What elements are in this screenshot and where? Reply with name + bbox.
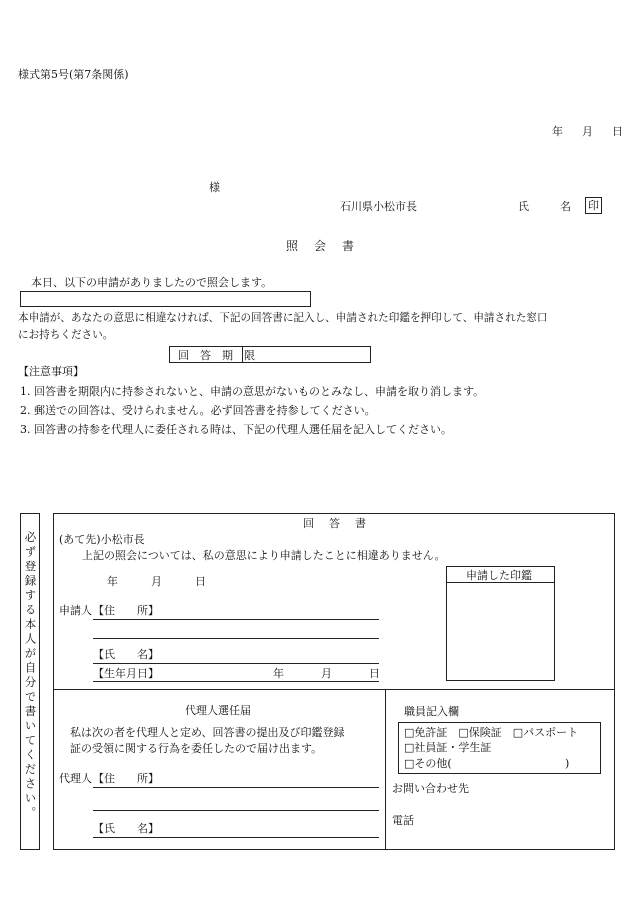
side-note-box [20,513,40,850]
staff-title: 職員記入欄 [404,705,459,718]
proxy-text-2: 証の受領に関する行為を委任したので届け出ます。 [70,742,323,755]
issuer: 石川県小松市長 [340,200,417,213]
seal-mark [585,197,602,214]
proxy-title: 代理人選任届 [185,704,251,717]
staff-phone: 電話 [392,814,414,827]
agent-name-label: 【氏 名】 [93,822,159,835]
seal-box-divider [447,582,554,583]
agent-address-label: 【住 所】 [93,772,159,785]
note-item-3: 3. 回答書の持参を代理人に委任される時は、下記の代理人選任届を記入してください。 [20,423,452,436]
reply-date: 年 月 日 [107,575,206,588]
reply-statement: 上記の照会については、私の意思により申請したことに相違ありません。 [82,549,446,562]
deadline-box[interactable] [169,346,371,363]
applicant-dob-label: 【生年月日】 [93,667,159,680]
deadline-divider [242,347,243,362]
reply-divider [53,689,615,690]
form-number: 様式第5号(第7条関係) [18,68,129,81]
note-item-2: 2. 郵送での回答は、受けられません。必ず回答書を持参してください。 [20,404,376,417]
reply-title: 回 答 書 [303,517,368,530]
body-line-1: 本申請が、あなたの意思に相違なければ、下記の回答書に記入し、申請された印鑑を押印して、申請された窓口 [18,312,548,324]
dob-month: 月 [321,667,332,680]
staff-inquiry: お問い合わせ先 [392,782,469,795]
applicant-address-label: 【住 所】 [93,604,159,617]
application-field[interactable] [20,291,311,307]
agent-address-line[interactable] [93,787,379,788]
agent-label: 代理人 [59,772,92,785]
date-line: 年 月 日 [552,125,627,138]
staff-row-3-left[interactable]: □その他( [404,757,452,770]
applicant-address-line-2[interactable] [93,638,379,639]
note-item-1: 1. 回答書を期限内に持参されないと、申請の意思がないものとみなし、申請を取り消します。 [20,385,485,398]
seal-box[interactable] [446,566,555,681]
notes-heading: 【注意事項】 [18,365,84,378]
applicant-name-line[interactable] [93,663,379,664]
body-line-2: にお持ちください。 [18,329,114,341]
agent-name-line[interactable] [93,837,379,838]
reply-addressee: (あて先)小松市長 [59,533,145,546]
issuer-name-label: 氏 名 [518,200,574,213]
seal-box-label: 申請した印鑑 [466,569,532,582]
deadline-label: 回 答 期 限 [178,349,255,362]
side-note: 必ず登録する本人が自分で書いてください。 [23,531,38,821]
staff-row-2[interactable]: □社員証・学生証 [404,741,492,754]
agent-address-line-2[interactable] [93,810,379,811]
dob-year: 年 [273,667,284,680]
applicant-label: 申請人 [59,604,92,617]
proxy-text-1: 私は次の者を代理人と定め、回答書の提出及び印鑑登録 [70,726,345,739]
applicant-dob-line[interactable] [93,681,379,682]
intro-text: 本日、以下の申請がありましたので照会します。 [31,276,273,289]
seal-mark-text: 印 [588,199,599,212]
dob-day: 日 [369,667,380,680]
applicant-address-line[interactable] [93,619,379,620]
applicant-name-label: 【氏 名】 [93,648,159,661]
proxy-divider [385,689,386,850]
staff-row-3-right: ) [565,757,570,770]
page-title: 照 会 書 [286,239,357,253]
addressee-suffix: 様 [209,181,220,194]
staff-row-1[interactable]: □免許証 □保険証 □パスポート [404,726,579,739]
